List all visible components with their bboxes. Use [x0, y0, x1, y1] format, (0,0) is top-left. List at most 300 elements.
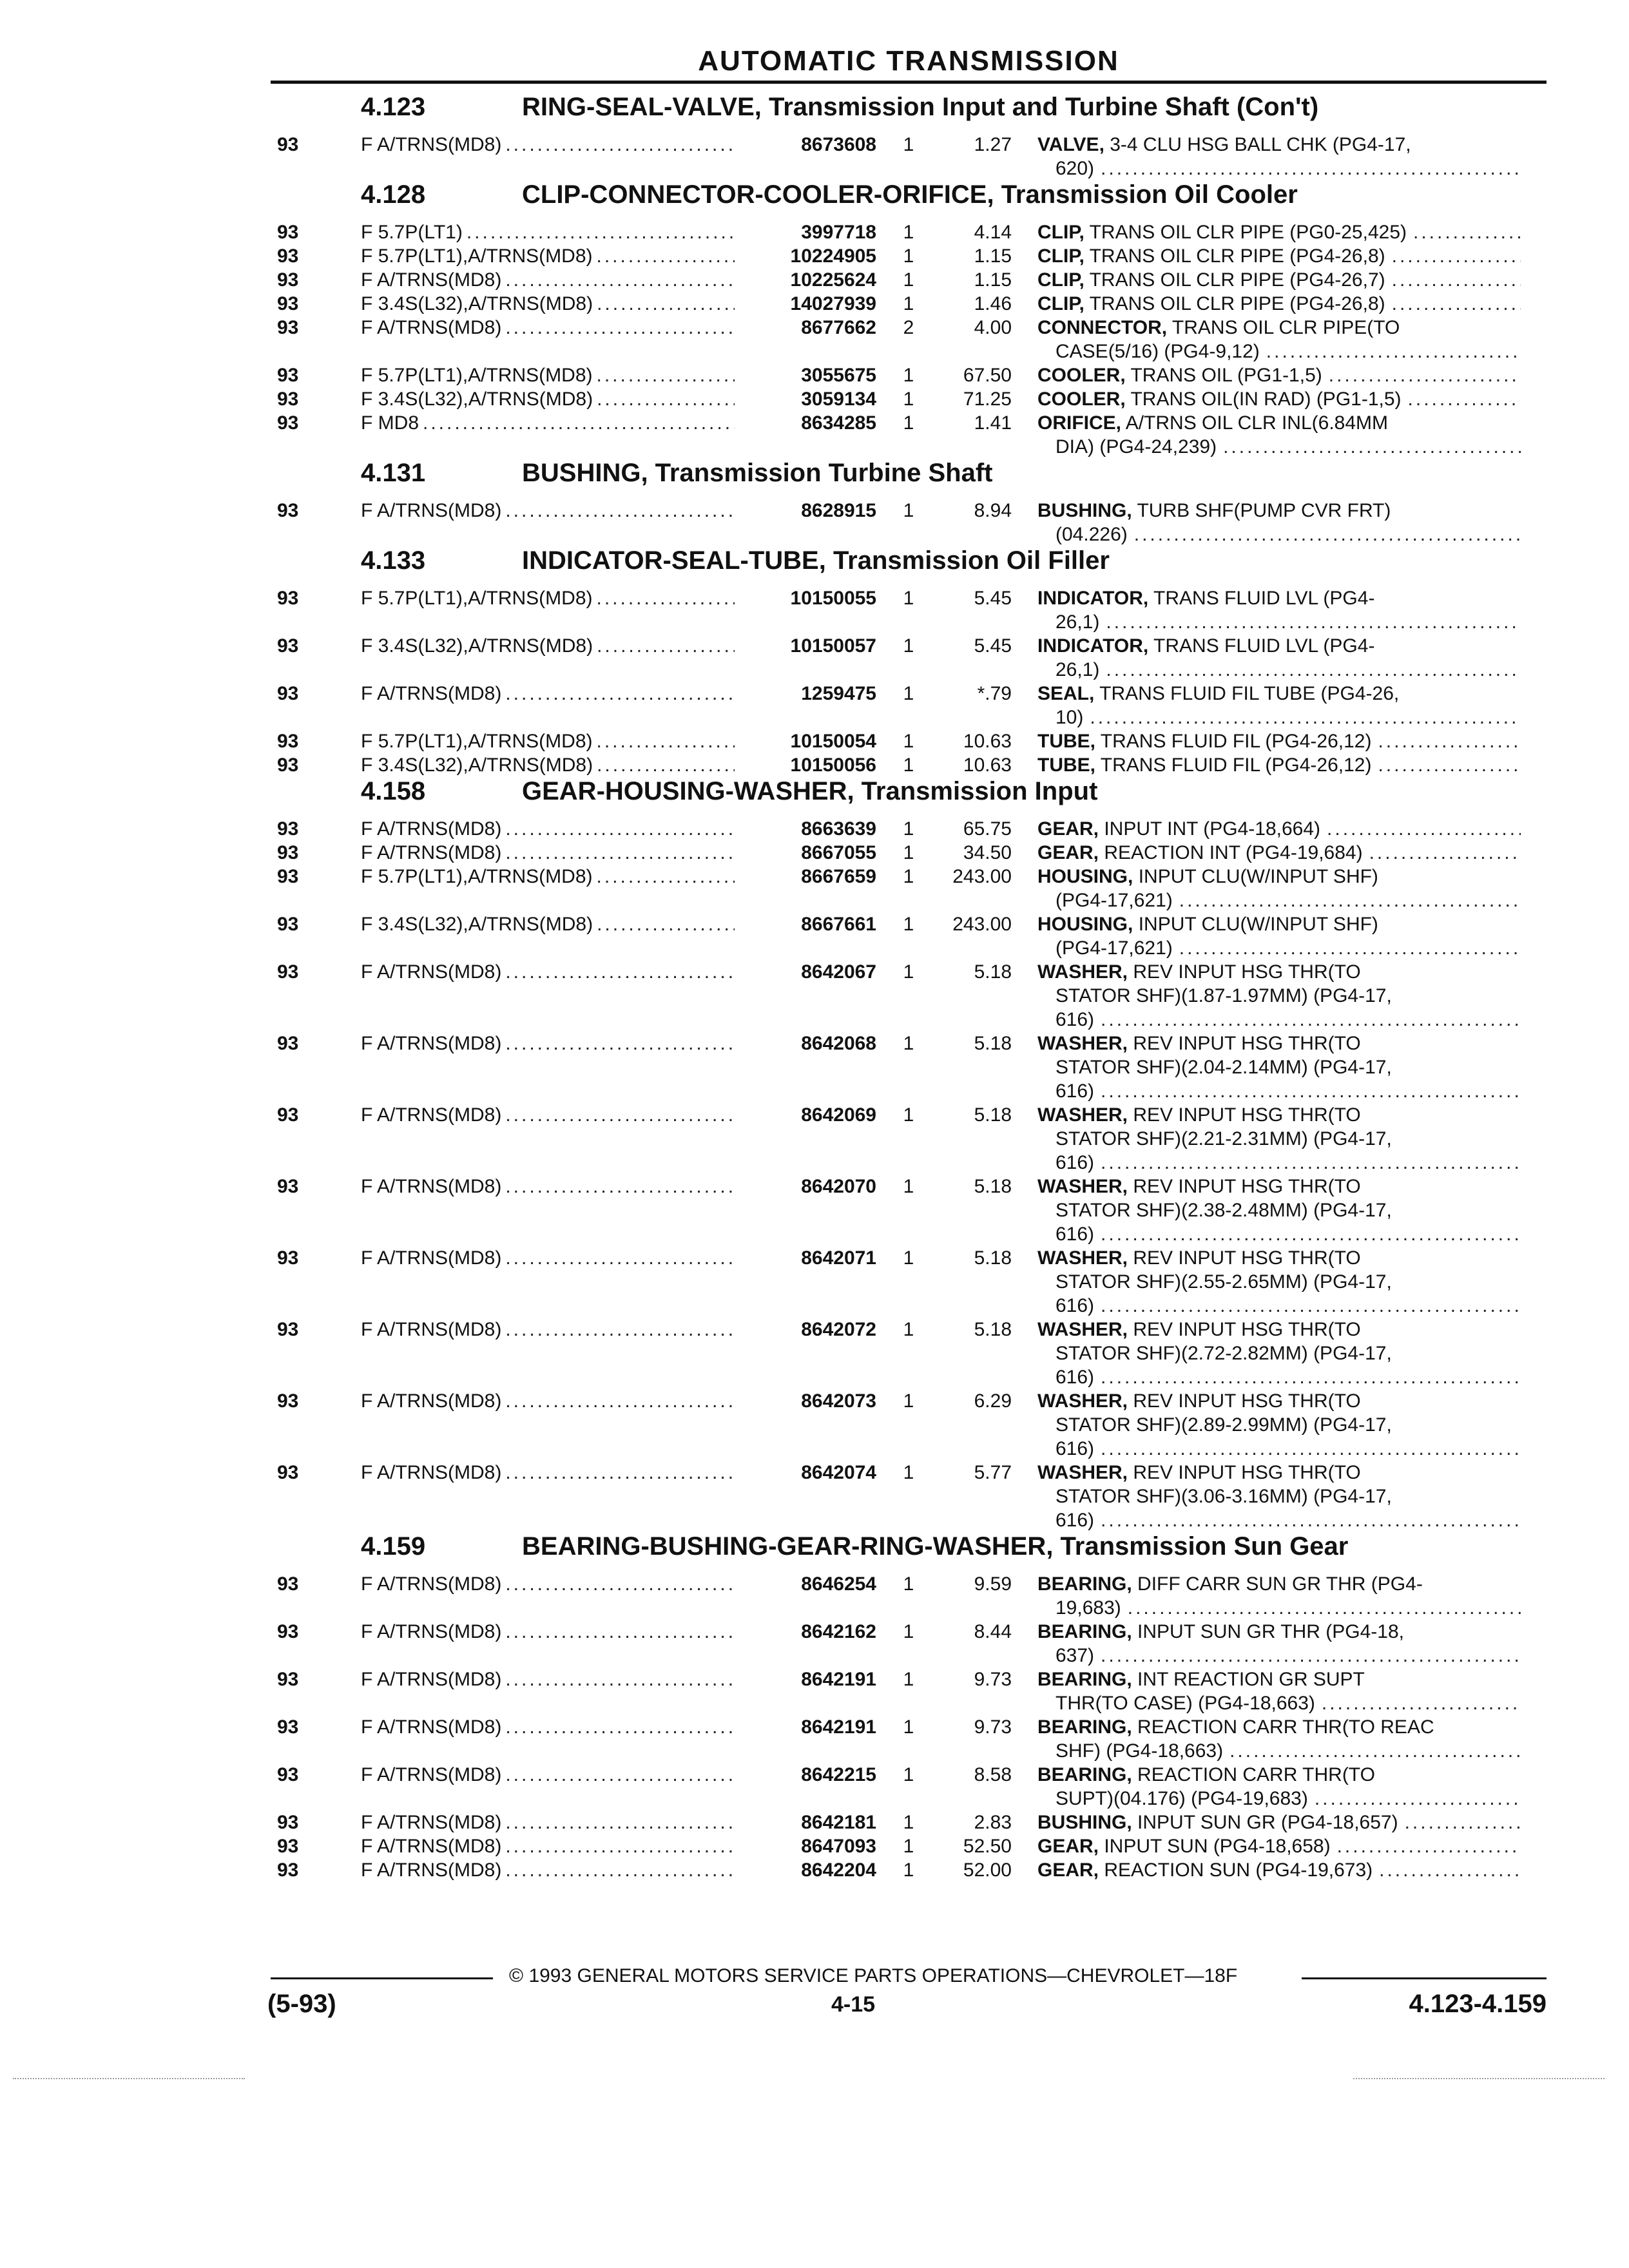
dot-leader [501, 960, 735, 1032]
quantity: 1 [903, 389, 914, 410]
description [1037, 586, 1521, 634]
model-year: 93 [277, 269, 299, 291]
part-number: 8667661 [801, 914, 876, 935]
description [1037, 1620, 1521, 1667]
description-line [1037, 1341, 1521, 1365]
price: 5.77 [974, 1462, 1012, 1483]
description-text: WASHER, REV INPUT HSG THR(TO [1037, 1319, 1361, 1340]
section-heading [277, 546, 1521, 586]
dot-leader [1402, 387, 1521, 411]
application: F A/TRNS(MD8) [361, 1669, 502, 1690]
application-cell [361, 387, 735, 411]
description [1037, 682, 1521, 729]
quantity: 1 [903, 134, 914, 155]
model-year: 93 [277, 914, 299, 935]
description-line [1037, 610, 1521, 634]
part-number: 3997718 [801, 222, 876, 243]
application-cell [361, 1715, 735, 1763]
description-text: (PG4-17,621) [1055, 937, 1173, 959]
application-cell [361, 1667, 735, 1715]
part-number: 8642070 [801, 1176, 876, 1197]
quantity: 1 [903, 818, 914, 840]
application: F A/TRNS(MD8) [361, 134, 502, 155]
part-keyword: BUSHING, [1037, 500, 1132, 521]
description-line [1037, 220, 1521, 244]
dot-leader [501, 499, 735, 546]
description-line [1037, 1389, 1521, 1413]
description [1037, 133, 1521, 180]
application: F 3.4S(L32),A/TRNS(MD8) [361, 635, 593, 657]
description-line [1037, 1055, 1521, 1079]
dot-leader [463, 220, 735, 244]
application-cell [361, 1811, 735, 1834]
description-line [1037, 1413, 1521, 1437]
price: 1.27 [974, 134, 1012, 155]
part-number: 10150055 [790, 588, 876, 609]
description-line [1037, 1318, 1521, 1341]
quantity: 1 [903, 961, 914, 983]
dot-leader [501, 1175, 735, 1246]
application: F 3.4S(L32),A/TRNS(MD8) [361, 293, 593, 314]
model-year: 93 [277, 683, 299, 704]
model-year: 93 [277, 1836, 299, 1857]
application: F A/TRNS(MD8) [361, 1462, 502, 1483]
dot-leader [1322, 363, 1521, 387]
section-heading [277, 93, 1521, 133]
scan-artifact [1353, 2078, 1605, 2079]
table-row [277, 1246, 1521, 1318]
price: 1.46 [974, 293, 1012, 314]
description-line [1037, 682, 1521, 706]
description-text: WASHER, REV INPUT HSG THR(TO [1037, 961, 1361, 983]
application: F A/TRNS(MD8) [361, 317, 502, 338]
part-number: 3055675 [801, 365, 876, 386]
price: 1.15 [974, 269, 1012, 291]
description-text: STATOR SHF)(2.89-2.99MM) (PG4-17, [1055, 1414, 1392, 1436]
description-text: SEAL, TRANS FLUID FIL TUBE (PG4-26, [1037, 683, 1400, 704]
description-line [1037, 1858, 1521, 1882]
price: 5.18 [974, 1104, 1012, 1126]
application: F A/TRNS(MD8) [361, 1836, 502, 1857]
description-text: BEARING, REACTION CARR THR(TO REAC [1037, 1716, 1434, 1738]
price: 71.25 [963, 389, 1012, 410]
part-number: 8642162 [801, 1621, 876, 1642]
model-year: 93 [277, 412, 299, 434]
page-number: 4-15 [831, 1992, 876, 2017]
dot-leader [1099, 658, 1521, 682]
description-line [1037, 960, 1521, 984]
part-number: 8634285 [801, 412, 876, 434]
description-text: BUSHING, TURB SHF(PUMP CVR FRT) [1037, 500, 1391, 521]
section-name: BEARING-BUSHING-GEAR-RING-WASHER, Transmission Sun Gear [522, 1532, 1349, 1561]
price: 4.14 [974, 222, 1012, 243]
description-text: ORIFICE, A/TRNS OIL CLR INL(6.84MM [1037, 412, 1389, 434]
part-number: 8642071 [801, 1247, 876, 1269]
dot-leader [1308, 1787, 1521, 1811]
dot-leader [1315, 1691, 1521, 1715]
description-text: GEAR, INPUT INT (PG4-18,664) [1037, 818, 1321, 840]
description-text: BUSHING, INPUT SUN GR (PG4-18,657) [1037, 1812, 1398, 1833]
application: F A/TRNS(MD8) [361, 1033, 502, 1054]
part-number: 8642215 [801, 1764, 876, 1785]
part-number: 8667055 [801, 842, 876, 863]
description-text: 637) [1055, 1645, 1095, 1666]
table-row [277, 1811, 1521, 1834]
part-keyword: HOUSING, [1037, 866, 1133, 887]
description [1037, 1175, 1521, 1246]
dot-leader [1363, 841, 1521, 865]
table-row [277, 1834, 1521, 1858]
application-cell [361, 499, 735, 546]
description-line [1037, 1437, 1521, 1461]
price: 10.63 [963, 731, 1012, 752]
description-line [1037, 1508, 1521, 1532]
description-line [1037, 889, 1521, 912]
description-line [1037, 1008, 1521, 1032]
model-year: 93 [277, 754, 299, 776]
table-row [277, 817, 1521, 841]
dot-leader [1094, 1365, 1521, 1389]
quantity: 1 [903, 269, 914, 291]
application: F A/TRNS(MD8) [361, 818, 502, 840]
application: F A/TRNS(MD8) [361, 1573, 502, 1595]
model-year: 93 [277, 1764, 299, 1785]
description-text: WASHER, REV INPUT HSG THR(TO [1037, 1033, 1361, 1054]
table-row [277, 1763, 1521, 1811]
description-line [1037, 1151, 1521, 1175]
application: F A/TRNS(MD8) [361, 1716, 502, 1738]
description [1037, 1763, 1521, 1811]
description-text: CLIP, TRANS OIL CLR PIPE (PG4-26,8) [1037, 293, 1385, 314]
part-number: 8642181 [801, 1812, 876, 1833]
description [1037, 1246, 1521, 1318]
quantity: 1 [903, 1390, 914, 1412]
description-line [1037, 1739, 1521, 1763]
price: 52.00 [963, 1860, 1012, 1881]
dot-leader [1094, 1079, 1521, 1103]
application: F A/TRNS(MD8) [361, 500, 502, 521]
application-cell [361, 912, 735, 960]
description-text: CLIP, TRANS OIL CLR PIPE (PG0-25,425) [1037, 222, 1407, 243]
quantity: 1 [903, 365, 914, 386]
description-text: 19,683) [1055, 1597, 1121, 1619]
part-number: 8642204 [801, 1860, 876, 1881]
part-number: 8642191 [801, 1669, 876, 1690]
table-row [277, 841, 1521, 865]
model-year: 93 [277, 1104, 299, 1126]
dot-leader [593, 363, 735, 387]
description [1037, 865, 1521, 912]
part-number: 10150054 [790, 731, 876, 752]
part-keyword: CLIP, [1037, 293, 1084, 314]
description [1037, 292, 1521, 316]
part-keyword: HOUSING, [1037, 914, 1133, 935]
description-text: 26,1) [1055, 659, 1100, 680]
application: F 5.7P(LT1),A/TRNS(MD8) [361, 588, 593, 609]
part-keyword: CLIP, [1037, 269, 1084, 291]
dot-leader [1371, 729, 1521, 753]
description-text: SHF) (PG4-18,663) [1055, 1740, 1224, 1762]
price: 2.83 [974, 1812, 1012, 1833]
model-year: 93 [277, 293, 299, 314]
part-number: 3059134 [801, 389, 876, 410]
description-text: INDICATOR, TRANS FLUID LVL (PG4- [1037, 635, 1375, 657]
model-year: 93 [277, 866, 299, 887]
part-keyword: INDICATOR, [1037, 635, 1149, 657]
description [1037, 499, 1521, 546]
price: 9.73 [974, 1669, 1012, 1690]
description-text: CONNECTOR, TRANS OIL CLR PIPE(TO [1037, 317, 1400, 338]
quantity: 1 [903, 500, 914, 521]
description-line [1037, 1175, 1521, 1198]
table-row [277, 292, 1521, 316]
dot-leader [1094, 1437, 1521, 1461]
dot-leader [1099, 610, 1521, 634]
description [1037, 841, 1521, 865]
description-line [1037, 1222, 1521, 1246]
dot-leader [501, 1858, 735, 1882]
application-cell [361, 133, 735, 180]
description-text: 10) [1055, 707, 1084, 728]
part-keyword: SEAL, [1037, 683, 1095, 704]
description [1037, 363, 1521, 387]
part-keyword: BEARING, [1037, 1573, 1132, 1595]
model-year: 93 [277, 134, 299, 155]
description [1037, 1834, 1521, 1858]
description-line [1037, 753, 1521, 777]
description [1037, 817, 1521, 841]
quantity: 1 [903, 1621, 914, 1642]
table-row [277, 1032, 1521, 1103]
description-line [1037, 1079, 1521, 1103]
part-keyword: WASHER, [1037, 1319, 1128, 1340]
application: F A/TRNS(MD8) [361, 269, 502, 291]
description-text: (PG4-17,621) [1055, 890, 1173, 911]
description-line [1037, 1667, 1521, 1691]
application-cell [361, 1858, 735, 1882]
description-text: 616) [1055, 1367, 1095, 1388]
description-text: GEAR, REACTION INT (PG4-19,684) [1037, 842, 1363, 863]
section-number: 4.159 [361, 1532, 426, 1561]
price: 5.18 [974, 1033, 1012, 1054]
price: 8.94 [974, 500, 1012, 521]
quantity: 1 [903, 1573, 914, 1595]
description [1037, 244, 1521, 268]
description [1037, 1461, 1521, 1532]
application: F 3.4S(L32),A/TRNS(MD8) [361, 389, 593, 410]
description-text: 616) [1055, 1081, 1095, 1102]
application-cell [361, 411, 735, 459]
price: 5.18 [974, 961, 1012, 983]
application: F A/TRNS(MD8) [361, 961, 502, 983]
table-row [277, 1620, 1521, 1667]
description-line [1037, 1620, 1521, 1644]
section-name: GEAR-HOUSING-WASHER, Transmission Input [522, 777, 1098, 805]
description [1037, 634, 1521, 682]
description-text: WASHER, REV INPUT HSG THR(TO [1037, 1390, 1361, 1412]
part-number: 8642068 [801, 1033, 876, 1054]
price: 67.50 [963, 365, 1012, 386]
footer-rule-left [271, 1977, 493, 1979]
dot-leader [1373, 1858, 1521, 1882]
description-text: STATOR SHF)(2.04-2.14MM) (PG4-17, [1055, 1057, 1392, 1078]
application: F A/TRNS(MD8) [361, 842, 502, 863]
model-year: 93 [277, 317, 299, 338]
table-row [277, 316, 1521, 363]
description-text: BEARING, INT REACTION GR SUPT [1037, 1669, 1365, 1690]
quantity: 1 [903, 1764, 914, 1785]
description-text: HOUSING, INPUT CLU(W/INPUT SHF) [1037, 914, 1378, 935]
application: F A/TRNS(MD8) [361, 1104, 502, 1126]
model-year: 93 [277, 1033, 299, 1054]
quantity: 1 [903, 1033, 914, 1054]
price: 52.50 [963, 1836, 1012, 1857]
table-row [277, 411, 1521, 459]
section-heading [277, 1532, 1521, 1572]
description-text: TUBE, TRANS FLUID FIL (PG4-26,12) [1037, 731, 1372, 752]
part-keyword: GEAR, [1037, 842, 1099, 863]
description-text: COOLER, TRANS OIL (PG1-1,5) [1037, 365, 1322, 386]
description-line [1037, 1596, 1521, 1620]
section-number: 4.131 [361, 459, 426, 487]
dot-leader [1121, 1596, 1521, 1620]
description-text: 616) [1055, 1009, 1095, 1030]
description-text: HOUSING, INPUT CLU(W/INPUT SHF) [1037, 866, 1378, 887]
description-line [1037, 1715, 1521, 1739]
part-number: 8642072 [801, 1319, 876, 1340]
application-cell [361, 1175, 735, 1246]
dot-leader [501, 1763, 735, 1811]
dot-leader [501, 1834, 735, 1858]
quantity: 1 [903, 754, 914, 776]
table-row [277, 586, 1521, 634]
table-row [277, 682, 1521, 729]
application: F A/TRNS(MD8) [361, 1812, 502, 1833]
quantity: 1 [903, 683, 914, 704]
description-line [1037, 658, 1521, 682]
table-row [277, 1103, 1521, 1175]
description-line [1037, 984, 1521, 1008]
dot-leader [501, 841, 735, 865]
part-number: 14027939 [790, 293, 876, 314]
description-line [1037, 523, 1521, 546]
quantity: 1 [903, 731, 914, 752]
table-row [277, 1667, 1521, 1715]
description-line [1037, 1811, 1521, 1834]
description-text: STATOR SHF)(2.38-2.48MM) (PG4-17, [1055, 1200, 1392, 1221]
title-rule [271, 81, 1547, 84]
model-year: 93 [277, 1716, 299, 1738]
part-keyword: BEARING, [1037, 1621, 1132, 1642]
price: 5.18 [974, 1247, 1012, 1269]
quantity: 1 [903, 635, 914, 657]
description-line [1037, 634, 1521, 658]
part-keyword: WASHER, [1037, 1247, 1128, 1269]
description-text: CLIP, TRANS OIL CLR PIPE (PG4-26,7) [1037, 269, 1385, 291]
description-text: 616) [1055, 1295, 1095, 1316]
application: F A/TRNS(MD8) [361, 1319, 502, 1340]
part-number: 8663639 [801, 818, 876, 840]
description [1037, 1667, 1521, 1715]
application: F A/TRNS(MD8) [361, 1764, 502, 1785]
part-number: 8642191 [801, 1716, 876, 1738]
quantity: 1 [903, 866, 914, 887]
dot-leader [593, 634, 735, 682]
application-cell [361, 220, 735, 244]
dot-leader [501, 817, 735, 841]
dot-leader [1128, 523, 1521, 546]
dot-leader [1385, 292, 1521, 316]
description-line [1037, 1294, 1521, 1318]
description [1037, 1811, 1521, 1834]
application-cell [361, 1620, 735, 1667]
dot-leader [1173, 889, 1521, 912]
description-line [1037, 1198, 1521, 1222]
part-number: 10150056 [790, 754, 876, 776]
table-row [277, 753, 1521, 777]
dot-leader [501, 1572, 735, 1620]
description [1037, 1318, 1521, 1389]
section-number: 4.133 [361, 546, 426, 575]
description [1037, 220, 1521, 244]
price: 4.00 [974, 317, 1012, 338]
description-text: STATOR SHF)(2.72-2.82MM) (PG4-17, [1055, 1343, 1392, 1364]
quantity: 1 [903, 588, 914, 609]
table-row [277, 1175, 1521, 1246]
application: F 5.7P(LT1),A/TRNS(MD8) [361, 731, 593, 752]
model-year: 93 [277, 961, 299, 983]
part-keyword: CLIP, [1037, 245, 1084, 267]
model-year: 93 [277, 1669, 299, 1690]
description-text: DIA) (PG4-24,239) [1055, 436, 1217, 457]
description-text: WASHER, REV INPUT HSG THR(TO [1037, 1104, 1361, 1126]
dot-leader [1217, 435, 1521, 459]
dot-leader [593, 753, 735, 777]
quantity: 1 [903, 1247, 914, 1269]
table-row [277, 1389, 1521, 1461]
part-keyword: VALVE, [1037, 134, 1104, 155]
description-line [1037, 1127, 1521, 1151]
model-year: 93 [277, 1462, 299, 1483]
part-number: 10224905 [790, 245, 876, 267]
model-year: 93 [277, 1176, 299, 1197]
model-year: 93 [277, 1247, 299, 1269]
application-cell [361, 292, 735, 316]
application-cell [361, 729, 735, 753]
description-line [1037, 268, 1521, 292]
dot-leader [501, 268, 735, 292]
description [1037, 1715, 1521, 1763]
description-text: BEARING, DIFF CARR SUN GR THR (PG4- [1037, 1573, 1423, 1595]
part-keyword: COOLER, [1037, 365, 1126, 386]
part-keyword: WASHER, [1037, 1176, 1128, 1197]
description-line [1037, 387, 1521, 411]
description-line [1037, 411, 1521, 435]
copyright-notice: © 1993 GENERAL MOTORS SERVICE PARTS OPERATIONS—CHEVROLET—18F [509, 1965, 1238, 1986]
dot-leader [1094, 1294, 1521, 1318]
price: 1.15 [974, 245, 1012, 267]
application-cell [361, 1389, 735, 1461]
application-cell [361, 363, 735, 387]
table-row [277, 912, 1521, 960]
table-row [277, 268, 1521, 292]
description-text: WASHER, REV INPUT HSG THR(TO [1037, 1462, 1361, 1483]
description-text: THR(TO CASE) (PG4-18,663) [1055, 1693, 1315, 1714]
application: F 5.7P(LT1) [361, 222, 463, 243]
description-line [1037, 1246, 1521, 1270]
dot-leader [501, 1246, 735, 1318]
price: 5.45 [974, 588, 1012, 609]
